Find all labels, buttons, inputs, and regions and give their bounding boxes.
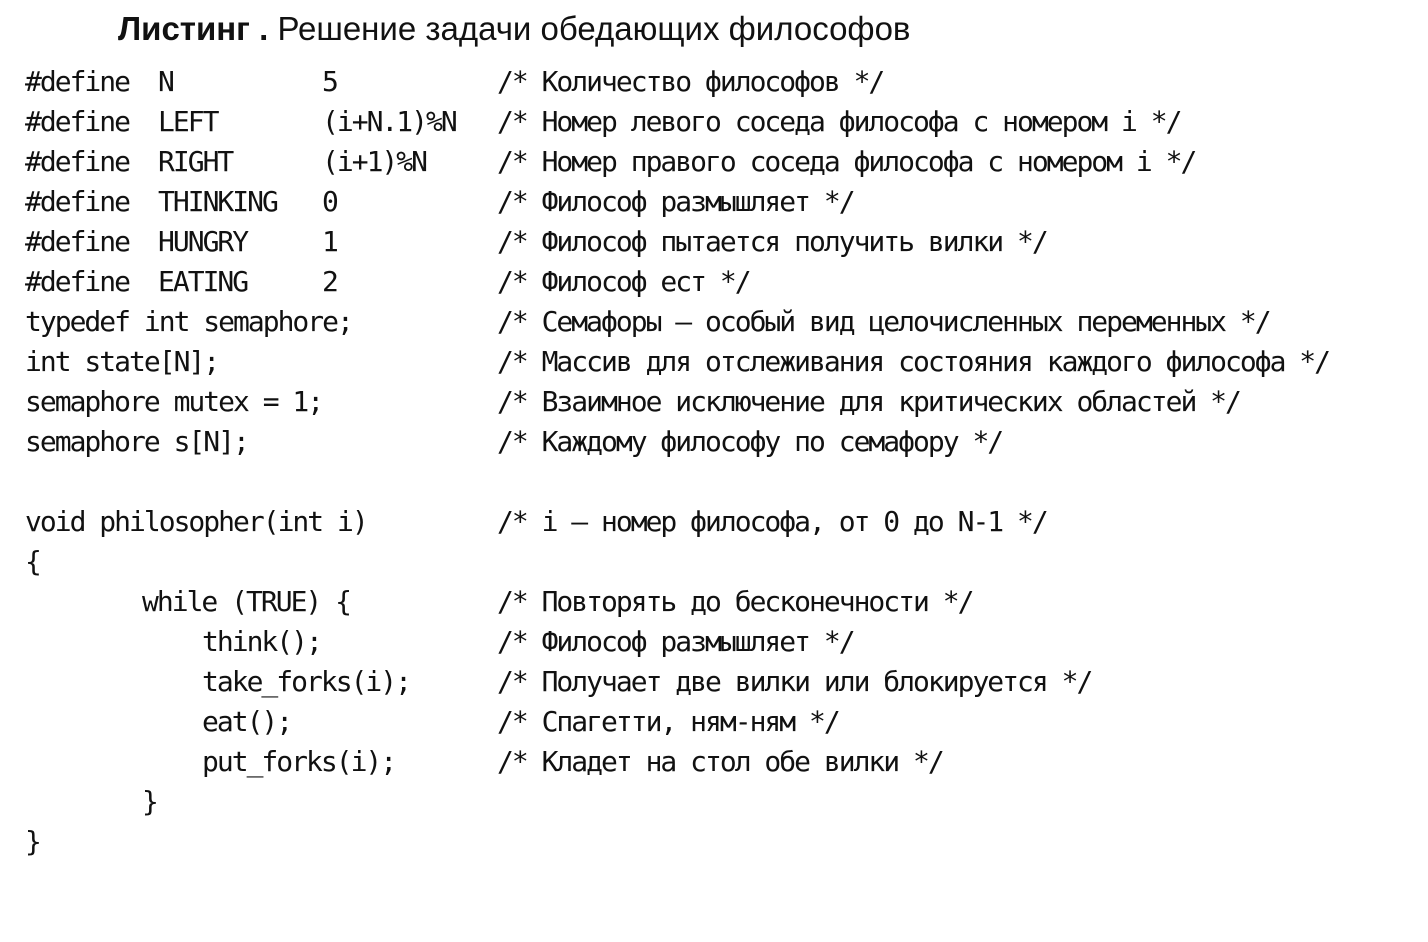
code-line [25, 422, 1425, 462]
code-line [25, 182, 1425, 222]
listing-title-text: Решение задачи обедающих философов [277, 10, 911, 47]
body-statement: put_forks(i); [202, 745, 396, 778]
code-line [25, 622, 1425, 662]
declaration-code: semaphore mutex = 1; [25, 385, 323, 418]
define-value: (i+1)%N [322, 145, 427, 178]
code-comment: /* Номер левого соседа философа с номером i */ [497, 105, 1181, 138]
code-comment: /* Количество философов */ [497, 65, 884, 98]
define-keyword: #define [25, 105, 130, 138]
code-comment: /* Взаимное исключение для критических областей */ [497, 385, 1240, 418]
code-comment: /* Повторять до бесконечности */ [497, 585, 973, 618]
open-brace: { [25, 545, 40, 578]
code-comment: /* Кладет на стол обе вилки */ [497, 745, 943, 778]
code-comment: /* Философ ест */ [497, 265, 750, 298]
define-keyword: #define [25, 185, 130, 218]
declaration-code: typedef int semaphore; [25, 305, 352, 338]
body-statement: take_forks(i); [202, 665, 411, 698]
body-statement: eat(); [202, 705, 292, 738]
blank-line [25, 462, 1425, 502]
code-line [25, 662, 1425, 702]
define-keyword: #define [25, 265, 130, 298]
define-keyword: #define [25, 65, 130, 98]
define-value: 1 [322, 225, 337, 258]
code-comment: /* Философ размышляет */ [497, 625, 854, 658]
code-comment: /* Получает две вилки или блокируется */ [497, 665, 1092, 698]
code-line [25, 142, 1425, 182]
listing-title [118, 10, 910, 48]
define-value: 5 [322, 65, 337, 98]
close-brace: } [25, 825, 40, 858]
code-line [25, 382, 1425, 422]
define-name: HUNGRY [158, 225, 248, 258]
define-keyword: #define [25, 145, 130, 178]
code-comment: /* Спагетти, ням-ням */ [497, 705, 839, 738]
code-comment: /* Массив для отслеживания состояния каждого философа */ [497, 345, 1330, 378]
define-name: EATING [158, 265, 248, 298]
code-line [25, 542, 1425, 582]
code-line [25, 302, 1425, 342]
code-line [25, 342, 1425, 382]
code-comment: /* Философ размышляет */ [497, 185, 854, 218]
define-value: 0 [322, 185, 337, 218]
code-comment: /* Философ пытается получить вилки */ [497, 225, 1047, 258]
code-line [25, 262, 1425, 302]
define-value: 2 [322, 265, 337, 298]
define-name: LEFT [158, 105, 218, 138]
code-line [25, 782, 1425, 822]
define-value: (i+N.1)%N [322, 105, 456, 138]
code-line [25, 102, 1425, 142]
declaration-code: int state[N]; [25, 345, 219, 378]
define-name: N [158, 65, 173, 98]
declaration-code: semaphore s[N]; [25, 425, 248, 458]
define-name: THINKING [158, 185, 277, 218]
code-line [25, 702, 1425, 742]
code-line [25, 222, 1425, 262]
code-comment: /* Каждому философу по семафору */ [497, 425, 1003, 458]
listing-label: Листинг . [118, 10, 269, 47]
code-comment: /* Номер правого соседа философа с номером i */ [497, 145, 1196, 178]
code-line [25, 582, 1425, 622]
code-listing [25, 62, 1425, 862]
inner-close-brace: } [142, 785, 157, 818]
define-name: RIGHT [158, 145, 233, 178]
code-line [25, 62, 1425, 102]
define-keyword: #define [25, 225, 130, 258]
body-statement: think(); [202, 625, 321, 658]
function-signature: void philosopher(int i) [25, 505, 367, 538]
code-line [25, 502, 1425, 542]
code-line [25, 822, 1425, 862]
code-comment: /* Семафоры – особый вид целочисленных переменных */ [497, 305, 1270, 338]
code-line [25, 742, 1425, 782]
while-statement: while (TRUE) { [142, 585, 351, 618]
code-comment: /* i – номер философа, от 0 до N-1 */ [497, 505, 1047, 538]
